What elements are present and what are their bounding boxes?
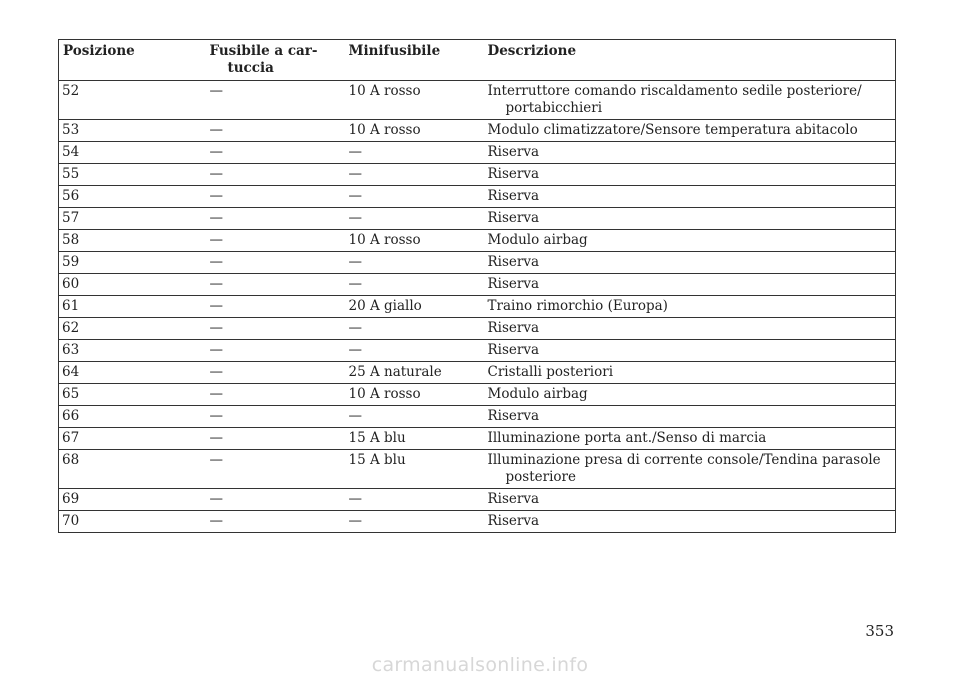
cell-position: 65	[59, 384, 206, 406]
description-line1: Riserva	[487, 276, 540, 292]
watermark: carmanualsonline.info	[371, 654, 589, 676]
header-minifuse: Minifusibile	[345, 40, 484, 81]
cell-minifuse: 20 A giallo	[345, 296, 484, 318]
cell-minifuse: —	[345, 252, 484, 274]
table-row	[59, 208, 896, 230]
cell-cartridge-fuse: —	[206, 230, 345, 252]
table-row	[59, 252, 896, 274]
table-row	[59, 362, 896, 384]
cell-cartridge-fuse: —	[206, 186, 345, 208]
cell-description	[484, 384, 896, 406]
header-cartridge-fuse	[206, 40, 345, 81]
description-line1: Riserva	[487, 408, 540, 424]
header-description: Descrizione	[484, 40, 896, 81]
cell-position: 57	[59, 208, 206, 230]
description-line1: Modulo airbag	[487, 386, 588, 402]
fuse-table	[58, 39, 896, 533]
cell-minifuse: 10 A rosso	[345, 384, 484, 406]
cell-description	[484, 142, 896, 164]
description-line1: Riserva	[487, 210, 540, 226]
description-line1: Riserva	[487, 144, 540, 160]
cell-position: 69	[59, 489, 206, 511]
cell-cartridge-fuse: —	[206, 296, 345, 318]
cell-minifuse: —	[345, 274, 484, 296]
table-row	[59, 230, 896, 252]
description-line1: Modulo climatizzatore/Sensore temperatura abitacolo	[487, 122, 858, 138]
cell-cartridge-fuse: —	[206, 362, 345, 384]
cell-minifuse: —	[345, 142, 484, 164]
cell-description	[484, 318, 896, 340]
cell-position: 68	[59, 450, 206, 489]
table-row	[59, 186, 896, 208]
cell-description	[484, 252, 896, 274]
cell-position: 52	[59, 81, 206, 120]
cell-position: 60	[59, 274, 206, 296]
cell-minifuse: —	[345, 164, 484, 186]
cell-minifuse: 15 A blu	[345, 450, 484, 489]
cell-description	[484, 274, 896, 296]
cell-description	[484, 511, 896, 533]
cell-minifuse: —	[345, 489, 484, 511]
cell-description	[484, 230, 896, 252]
cell-cartridge-fuse: —	[206, 489, 345, 511]
description-line1: Riserva	[487, 320, 540, 336]
cell-cartridge-fuse: —	[206, 164, 345, 186]
cell-minifuse: 10 A rosso	[345, 230, 484, 252]
table-row	[59, 511, 896, 533]
cell-position: 56	[59, 186, 206, 208]
description-line1: Interruttore comando riscaldamento sedile posteriore/	[487, 83, 862, 99]
cell-minifuse: 10 A rosso	[345, 120, 484, 142]
cell-minifuse: —	[345, 208, 484, 230]
table-row	[59, 296, 896, 318]
description-line1: Riserva	[487, 166, 540, 182]
description-line1: Illuminazione porta ant./Senso di marcia	[487, 430, 767, 446]
cell-description	[484, 428, 896, 450]
description-line1: Riserva	[487, 491, 540, 507]
cell-description	[484, 208, 896, 230]
table-header-row	[59, 40, 896, 81]
cell-minifuse: —	[345, 340, 484, 362]
cell-description	[484, 296, 896, 318]
cell-minifuse: 10 A rosso	[345, 81, 484, 120]
table-row	[59, 81, 896, 120]
page-number: 353	[865, 622, 894, 640]
cell-minifuse: 25 A naturale	[345, 362, 484, 384]
cell-description	[484, 450, 896, 489]
description-line2: portabicchieri	[505, 100, 603, 116]
cell-position: 61	[59, 296, 206, 318]
cell-description	[484, 340, 896, 362]
cell-position: 62	[59, 318, 206, 340]
description-line1: Riserva	[487, 342, 540, 358]
table-row	[59, 489, 896, 511]
cell-position: 55	[59, 164, 206, 186]
cell-description	[484, 406, 896, 428]
description-line1: Traino rimorchio (Europa)	[487, 298, 668, 314]
cell-description	[484, 489, 896, 511]
table-row	[59, 120, 896, 142]
cell-position: 70	[59, 511, 206, 533]
cell-cartridge-fuse: —	[206, 142, 345, 164]
cell-position: 53	[59, 120, 206, 142]
cell-cartridge-fuse: —	[206, 340, 345, 362]
table-row	[59, 164, 896, 186]
table-row	[59, 406, 896, 428]
table-row	[59, 450, 896, 489]
table-row	[59, 274, 896, 296]
cell-cartridge-fuse: —	[206, 120, 345, 142]
table-row	[59, 428, 896, 450]
cell-cartridge-fuse: —	[206, 428, 345, 450]
description-line1: Illuminazione presa di corrente console/Tendina parasole	[487, 452, 881, 468]
table-row	[59, 318, 896, 340]
cell-cartridge-fuse: —	[206, 511, 345, 533]
cell-position: 67	[59, 428, 206, 450]
header-cartridge-line2: tuccia	[227, 60, 274, 76]
table-row	[59, 142, 896, 164]
header-cartridge-line1: Fusibile a car-	[209, 43, 318, 59]
description-line1: Riserva	[487, 188, 540, 204]
cell-minifuse: 15 A blu	[345, 428, 484, 450]
cell-cartridge-fuse: —	[206, 406, 345, 428]
cell-minifuse: —	[345, 186, 484, 208]
cell-cartridge-fuse: —	[206, 208, 345, 230]
cell-position: 63	[59, 340, 206, 362]
cell-description	[484, 120, 896, 142]
cell-minifuse: —	[345, 406, 484, 428]
cell-cartridge-fuse: —	[206, 252, 345, 274]
cell-minifuse: —	[345, 511, 484, 533]
cell-cartridge-fuse: —	[206, 274, 345, 296]
cell-description	[484, 164, 896, 186]
cell-description	[484, 186, 896, 208]
cell-cartridge-fuse: —	[206, 318, 345, 340]
table-row	[59, 384, 896, 406]
description-line1: Cristalli posteriori	[487, 364, 614, 380]
description-line1: Riserva	[487, 513, 540, 529]
cell-cartridge-fuse: —	[206, 81, 345, 120]
cell-position: 54	[59, 142, 206, 164]
table-row	[59, 340, 896, 362]
cell-position: 66	[59, 406, 206, 428]
cell-cartridge-fuse: —	[206, 384, 345, 406]
cell-description	[484, 81, 896, 120]
cell-cartridge-fuse: —	[206, 450, 345, 489]
header-position: Posizione	[59, 40, 206, 81]
cell-position: 64	[59, 362, 206, 384]
cell-description	[484, 362, 896, 384]
cell-position: 58	[59, 230, 206, 252]
description-line1: Modulo airbag	[487, 232, 588, 248]
description-line1: Riserva	[487, 254, 540, 270]
description-line2: posteriore	[505, 469, 576, 485]
cell-minifuse: —	[345, 318, 484, 340]
cell-position: 59	[59, 252, 206, 274]
